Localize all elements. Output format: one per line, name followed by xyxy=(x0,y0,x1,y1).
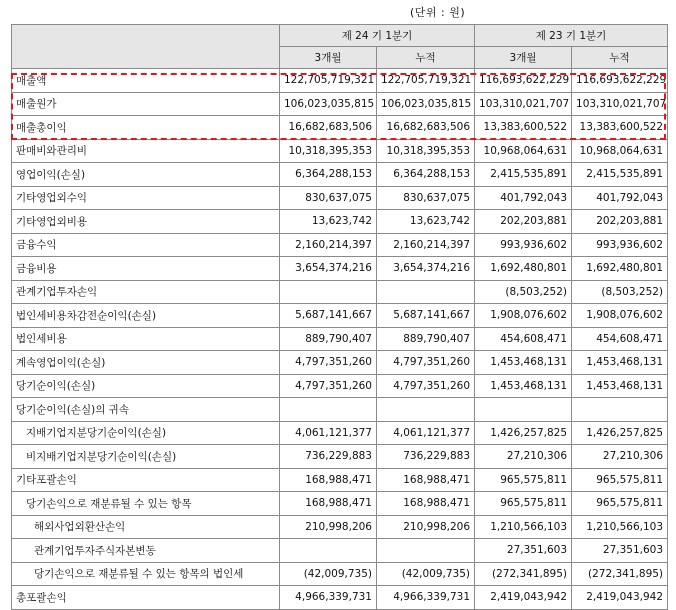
row-value: 1,210,566,103 xyxy=(572,515,668,539)
table-row xyxy=(12,233,668,257)
row-value: 2,415,535,891 xyxy=(572,163,668,187)
row-label: 기타영업외비용 xyxy=(12,210,280,234)
row-value: 5,687,141,667 xyxy=(280,304,377,328)
header-sub-3m-24: 3개월 xyxy=(280,47,377,69)
table-row xyxy=(12,210,668,234)
row-value: 168,988,471 xyxy=(280,492,377,516)
table-row xyxy=(12,539,668,563)
table-row xyxy=(12,186,668,210)
row-value: 4,797,351,260 xyxy=(280,374,377,398)
row-value: 6,364,288,153 xyxy=(377,163,475,187)
row-value: 116,693,622,229 xyxy=(475,69,572,93)
row-value: 4,797,351,260 xyxy=(377,374,475,398)
row-value: 1,908,076,602 xyxy=(475,304,572,328)
row-value: 889,790,407 xyxy=(280,327,377,351)
row-value: 889,790,407 xyxy=(377,327,475,351)
row-value: 27,351,603 xyxy=(572,539,668,563)
row-value: 454,608,471 xyxy=(572,327,668,351)
row-label: 당기순이익(손실) xyxy=(12,374,280,398)
row-value: 6,364,288,153 xyxy=(280,163,377,187)
table-row xyxy=(12,92,668,116)
row-value: 965,575,811 xyxy=(475,492,572,516)
row-label: 당기손익으로 재분류될 수 있는 항목 xyxy=(12,492,280,516)
row-value xyxy=(475,398,572,422)
table-row xyxy=(12,116,668,140)
row-value: 116,693,622,229 xyxy=(572,69,668,93)
row-value: 993,936,602 xyxy=(572,233,668,257)
row-value xyxy=(377,539,475,563)
row-value: 454,608,471 xyxy=(475,327,572,351)
income-statement-table xyxy=(11,24,668,610)
row-value: 106,023,035,815 xyxy=(280,92,377,116)
row-value xyxy=(377,280,475,304)
row-value: 13,623,742 xyxy=(377,210,475,234)
table-row xyxy=(12,398,668,422)
header-row-periods xyxy=(12,25,668,47)
row-value: 3,654,374,216 xyxy=(377,257,475,281)
row-value: 168,988,471 xyxy=(280,468,377,492)
row-label: 당기손익으로 재분류될 수 있는 항목의 법인세 xyxy=(12,562,280,586)
row-value: 736,229,883 xyxy=(280,445,377,469)
row-value: (8,503,252) xyxy=(475,280,572,304)
row-value: 16,682,683,506 xyxy=(377,116,475,140)
row-value: 27,210,306 xyxy=(475,445,572,469)
row-value: 122,705,719,321 xyxy=(377,69,475,93)
row-value: 401,792,043 xyxy=(475,186,572,210)
row-label: 계속영업이익(손실) xyxy=(12,351,280,375)
row-value: 106,023,035,815 xyxy=(377,92,475,116)
row-value: 3,654,374,216 xyxy=(280,257,377,281)
row-value: 1,426,257,825 xyxy=(475,421,572,445)
row-value xyxy=(377,398,475,422)
row-value xyxy=(572,398,668,422)
row-label: 기타영업외수익 xyxy=(12,186,280,210)
row-value: 2,419,043,942 xyxy=(572,586,668,610)
row-value: 210,998,206 xyxy=(377,515,475,539)
row-value: 103,310,021,707 xyxy=(475,92,572,116)
row-value: 4,797,351,260 xyxy=(377,351,475,375)
table-row xyxy=(12,515,668,539)
row-label: 비지배기업지분당기순이익(손실) xyxy=(12,445,280,469)
row-value: 210,998,206 xyxy=(280,515,377,539)
row-value: 1,453,468,131 xyxy=(572,374,668,398)
row-value: 993,936,602 xyxy=(475,233,572,257)
row-value: 202,203,881 xyxy=(572,210,668,234)
row-value: 1,453,468,131 xyxy=(572,351,668,375)
row-value: 1,426,257,825 xyxy=(572,421,668,445)
row-value: 1,908,076,602 xyxy=(572,304,668,328)
header-sub-cum-24: 누적 xyxy=(377,47,475,69)
row-value: 10,968,064,631 xyxy=(475,139,572,163)
row-value: 27,210,306 xyxy=(572,445,668,469)
row-label: 지배기업지분당기순이익(손실) xyxy=(12,421,280,445)
row-label: 매출액 xyxy=(12,69,280,93)
row-value: 4,061,121,377 xyxy=(377,421,475,445)
table-row xyxy=(12,139,668,163)
row-value: 2,160,214,397 xyxy=(280,233,377,257)
row-value xyxy=(280,539,377,563)
row-label: 당기순이익(손실)의 귀속 xyxy=(12,398,280,422)
row-value: 1,453,468,131 xyxy=(475,351,572,375)
header-period-24: 제 24 기 1분기 xyxy=(280,25,475,47)
table-row xyxy=(12,280,668,304)
row-value: 1,692,480,801 xyxy=(572,257,668,281)
header-account-cell xyxy=(12,25,280,69)
row-value: (42,009,735) xyxy=(280,562,377,586)
row-value: 965,575,811 xyxy=(572,492,668,516)
table-row xyxy=(12,586,668,610)
row-value: 168,988,471 xyxy=(377,468,475,492)
row-value: (8,503,252) xyxy=(572,280,668,304)
row-value: 4,797,351,260 xyxy=(280,351,377,375)
table-row xyxy=(12,562,668,586)
row-value: 27,351,603 xyxy=(475,539,572,563)
table-row xyxy=(12,351,668,375)
header-period-23: 제 23 기 1분기 xyxy=(475,25,668,47)
row-value: 830,637,075 xyxy=(280,186,377,210)
table-row xyxy=(12,163,668,187)
table-row xyxy=(12,327,668,351)
header-sub-cum-23: 누적 xyxy=(572,47,668,69)
row-value: 13,383,600,522 xyxy=(572,116,668,140)
row-label: 금융비용 xyxy=(12,257,280,281)
row-value: (272,341,895) xyxy=(475,562,572,586)
row-value: 103,310,021,707 xyxy=(572,92,668,116)
table-row xyxy=(12,374,668,398)
row-label: 총포괄손익 xyxy=(12,586,280,610)
row-value: 830,637,075 xyxy=(377,186,475,210)
row-value xyxy=(280,398,377,422)
row-label: 영업이익(손실) xyxy=(12,163,280,187)
row-value: 5,687,141,667 xyxy=(377,304,475,328)
row-label: 관계기업투자손익 xyxy=(12,280,280,304)
row-value: 1,692,480,801 xyxy=(475,257,572,281)
row-value: (272,341,895) xyxy=(572,562,668,586)
row-value: 2,419,043,942 xyxy=(475,586,572,610)
row-value: 168,988,471 xyxy=(377,492,475,516)
row-value: 10,318,395,353 xyxy=(377,139,475,163)
row-value: 965,575,811 xyxy=(475,468,572,492)
row-label: 관계기업투자주식자본변동 xyxy=(12,539,280,563)
row-label: 판매비와관리비 xyxy=(12,139,280,163)
unit-label: (단위 : 원) xyxy=(410,6,466,19)
table-row xyxy=(12,69,668,93)
table-row xyxy=(12,304,668,328)
row-label: 금융수익 xyxy=(12,233,280,257)
row-value: 13,383,600,522 xyxy=(475,116,572,140)
table-row xyxy=(12,257,668,281)
row-value: 1,210,566,103 xyxy=(475,515,572,539)
table-row xyxy=(12,445,668,469)
row-value xyxy=(280,280,377,304)
table-body xyxy=(12,69,668,610)
row-label: 기타포괄손익 xyxy=(12,468,280,492)
table-row xyxy=(12,468,668,492)
row-value: 122,705,719,321 xyxy=(280,69,377,93)
row-value: 4,966,339,731 xyxy=(280,586,377,610)
row-value: 2,415,535,891 xyxy=(475,163,572,187)
table-row xyxy=(12,492,668,516)
row-value: 736,229,883 xyxy=(377,445,475,469)
row-value: 2,160,214,397 xyxy=(377,233,475,257)
row-value: 401,792,043 xyxy=(572,186,668,210)
row-value: (42,009,735) xyxy=(377,562,475,586)
row-value: 1,453,468,131 xyxy=(475,374,572,398)
row-value: 4,061,121,377 xyxy=(280,421,377,445)
row-value: 13,623,742 xyxy=(280,210,377,234)
row-value: 10,318,395,353 xyxy=(280,139,377,163)
table-row xyxy=(12,421,668,445)
row-value: 16,682,683,506 xyxy=(280,116,377,140)
row-value: 4,966,339,731 xyxy=(377,586,475,610)
row-label: 법인세비용 xyxy=(12,327,280,351)
header-sub-3m-23: 3개월 xyxy=(475,47,572,69)
row-value: 965,575,811 xyxy=(572,468,668,492)
row-value: 10,968,064,631 xyxy=(572,139,668,163)
row-value: 202,203,881 xyxy=(475,210,572,234)
row-label: 매출총이익 xyxy=(12,116,280,140)
row-label: 매출원가 xyxy=(12,92,280,116)
row-label: 법인세비용차감전순이익(손실) xyxy=(12,304,280,328)
row-label: 해외사업외환산손익 xyxy=(12,515,280,539)
